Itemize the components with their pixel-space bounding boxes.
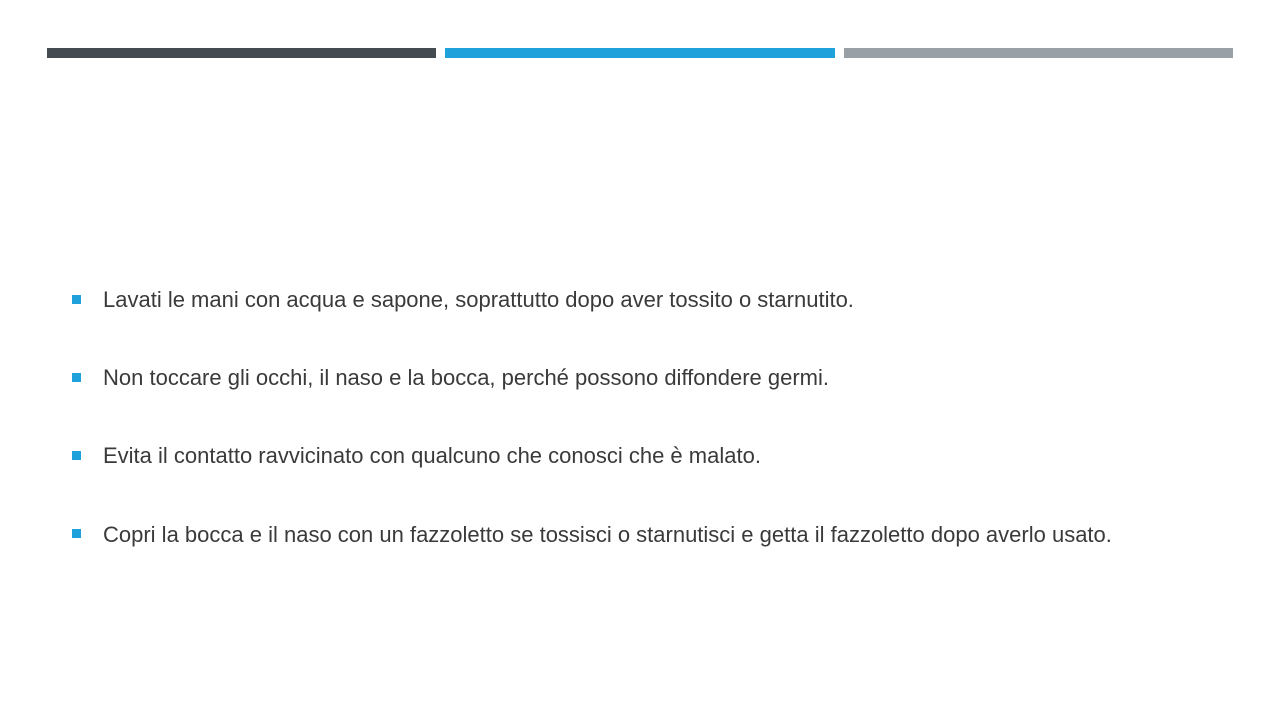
square-bullet-icon <box>72 373 81 382</box>
square-bullet-icon <box>72 451 81 460</box>
bullet-item-no-touching <box>72 361 1222 395</box>
top-accent-bars <box>47 48 1233 58</box>
accent-bar-dark <box>47 48 436 58</box>
bullet-item-hand-washing <box>72 283 1222 317</box>
bullet-text: Evita il contatto ravvicinato con qualcuno che conosci che è malato. <box>103 443 761 468</box>
accent-bar-gray <box>844 48 1233 58</box>
bullet-text: Copri la bocca e il naso con un fazzoletto se tossisci o starnutisci e getta il fazzoletto dopo averlo usato. <box>103 522 1112 547</box>
square-bullet-icon <box>72 295 81 304</box>
bullet-text: Lavati le mani con acqua e sapone, soprattutto dopo aver tossito o starnutito. <box>103 287 854 312</box>
bullet-item-cover-cough <box>72 502 1222 567</box>
bullet-list <box>72 283 1222 611</box>
bullet-text: Non toccare gli occhi, il naso e la bocca, perché possono diffondere germi. <box>103 365 830 390</box>
square-bullet-icon <box>72 529 81 538</box>
bullet-item-avoid-contact <box>72 439 1222 473</box>
accent-bar-blue <box>445 48 834 58</box>
